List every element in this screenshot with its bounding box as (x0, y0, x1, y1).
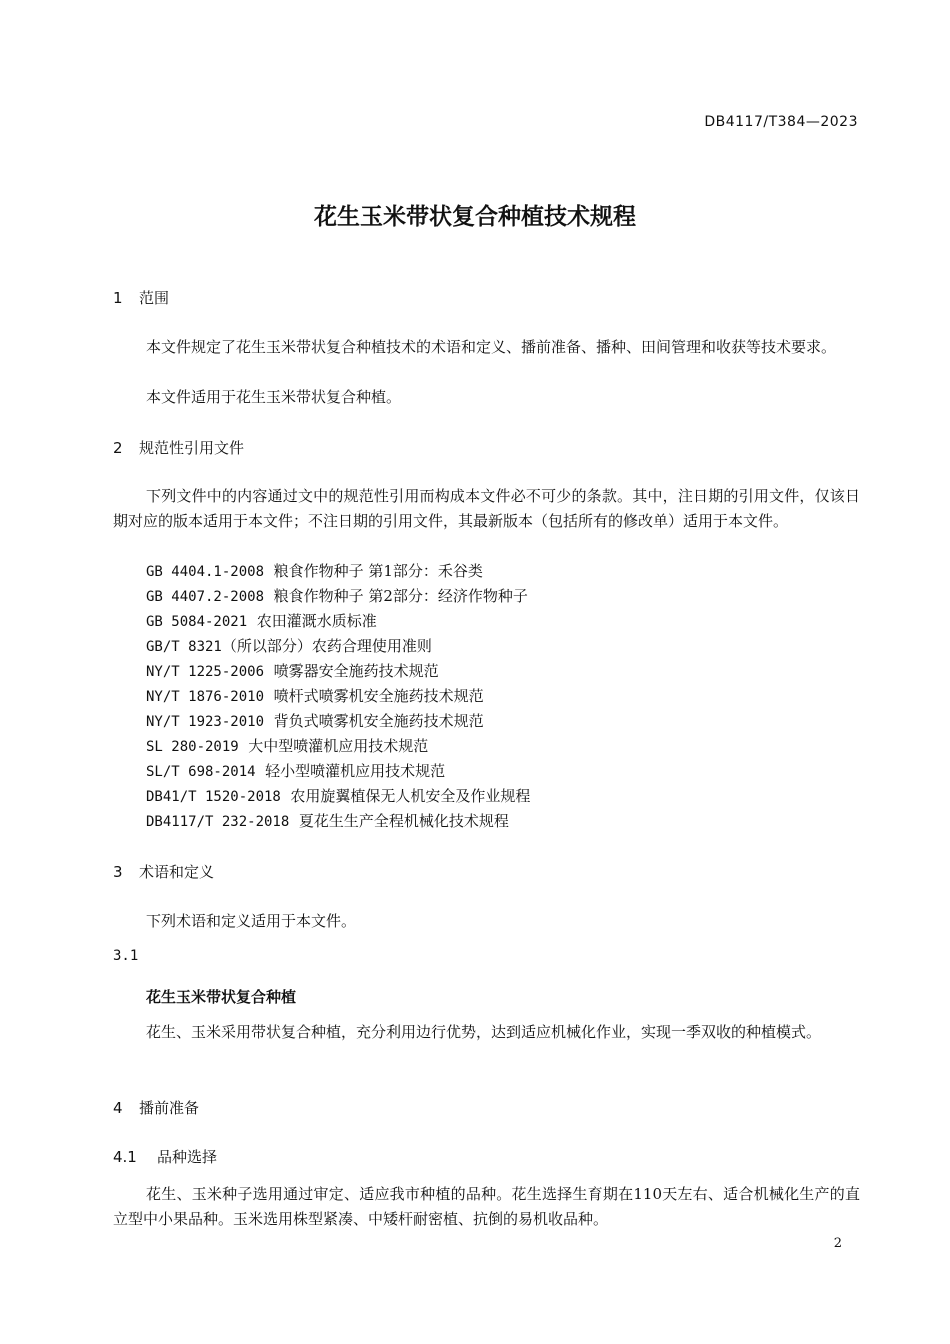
reference-title: 喷杆式喷雾机安全施药技术规范 (273, 687, 484, 705)
section-title: 播前准备 (139, 1099, 200, 1117)
reference-code: DB41/T 1520-2018 (146, 789, 281, 805)
reference-item (146, 559, 483, 585)
term-definition: 花生、玉米采用带状复合种植，充分利用边行优势，达到适应机械化作业，实现一季双收的种植模式。 (146, 1023, 822, 1041)
reference-item (146, 784, 530, 810)
section-1-paragraph-2: 本文件适用于花生玉米带状复合种植。 (146, 388, 402, 406)
reference-title: 轻小型喷灌机应用技术规范 (265, 762, 446, 780)
reference-code: SL/T 698-2014 (146, 764, 256, 780)
reference-title: 夏花生生产全程机械化技术规程 (298, 812, 509, 830)
reference-code: NY/T 1876-2010 (146, 689, 265, 705)
reference-title: 粮食作物种子 第2部分：经济作物种子 (273, 587, 528, 605)
reference-code: GB 4407.2-2008 (146, 589, 265, 605)
reference-code: GB 4404.1-2008 (146, 564, 265, 580)
section-4-1-paragraph: 花生、玉米种子选用通过审定、适应我市种植的品种。花生选择生育期在110天左右、适合机械化生产的直立型中小果品种。玉米选用株型紧凑、中矮杆耐密植、抗倒的易机收品种。 (113, 1185, 860, 1228)
subsection-title: 品种选择 (157, 1148, 218, 1166)
section-3-intro: 下列术语和定义适用于本文件。 (146, 912, 357, 930)
document-title: 花生玉米带状复合种植技术规程 (314, 204, 636, 230)
reference-title: 农用旋翼植保无人机安全及作业规程 (290, 787, 531, 805)
section-number: 3 (113, 863, 123, 881)
reference-title: （所以部分）农药合理使用准则 (221, 637, 432, 655)
term-heading: 花生玉米带状复合种植 (146, 988, 297, 1006)
reference-code: DB4117/T 232-2018 (146, 814, 290, 830)
reference-code: GB 5084-2021 (146, 614, 248, 630)
section-number: 1 (113, 289, 123, 307)
section-1-heading (113, 287, 169, 308)
reference-title: 喷雾器安全施药技术规范 (273, 662, 439, 680)
reference-code: GB/T 8321 (146, 639, 222, 655)
reference-code: NY/T 1923-2010 (146, 714, 265, 730)
reference-title: 大中型喷灌机应用技术规范 (248, 737, 429, 755)
section-title: 术语和定义 (139, 863, 215, 881)
section-2-intro: 下列文件中的内容通过文中的规范性引用而构成本文件必不可少的条款。其中，注日期的引用文件，仅该日期对应的版本适用于本文件；不注日期的引用文件，其最新版本（包括所有的修改单）适用于本文件。 (113, 487, 860, 530)
section-4-heading (113, 1097, 199, 1118)
section-title: 规范性引用文件 (139, 439, 245, 457)
document-code: DB4117/T384—2023 (704, 114, 858, 130)
reference-item (146, 759, 445, 785)
reference-title: 背负式喷雾机安全施药技术规范 (273, 712, 484, 730)
section-2-heading (113, 437, 244, 458)
section-number: 2 (113, 439, 123, 457)
reference-code: NY/T 1225-2006 (146, 664, 265, 680)
reference-item (146, 809, 509, 835)
reference-item (146, 609, 377, 635)
reference-item (146, 634, 432, 660)
reference-item (146, 734, 428, 760)
section-number: 4 (113, 1099, 123, 1117)
reference-item (146, 709, 484, 735)
reference-title: 粮食作物种子 第1部分：禾谷类 (273, 562, 483, 580)
reference-title: 农田灌溉水质标准 (256, 612, 377, 630)
subsection-number: 4.1 (113, 1148, 137, 1166)
section-1-paragraph-1: 本文件规定了花生玉米带状复合种植技术的术语和定义、播前准备、播种、田间管理和收获等技术要求。 (146, 338, 837, 356)
reference-item (146, 659, 439, 685)
subsection-4-1-heading (113, 1146, 217, 1167)
section-title: 范围 (139, 289, 170, 307)
reference-item (146, 684, 484, 710)
reference-item (146, 584, 528, 610)
page-number: 2 (833, 1236, 842, 1251)
reference-code: SL 280-2019 (146, 739, 239, 755)
subsection-3-1-number: 3.1 (113, 948, 139, 964)
section-3-heading (113, 861, 214, 882)
